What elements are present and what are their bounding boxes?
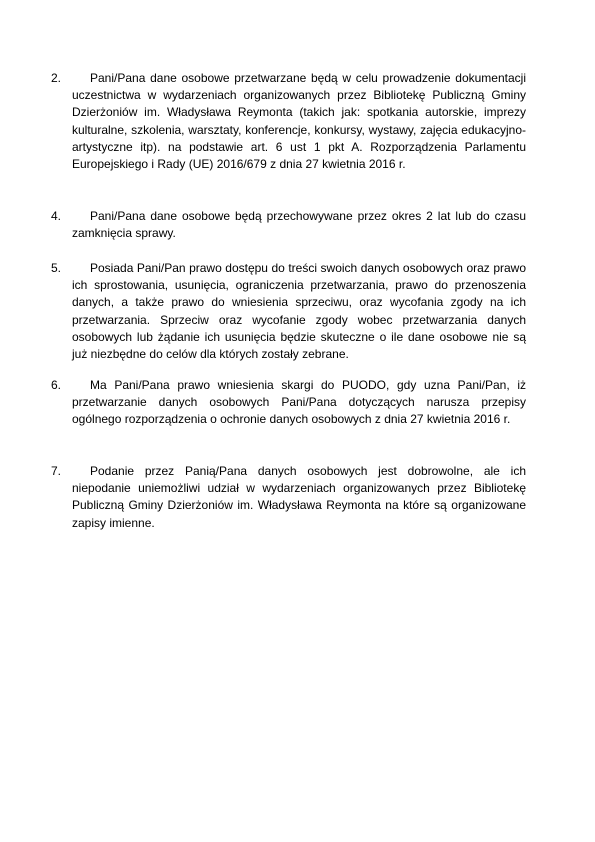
list-item-text: Pani/Pana dane osobowe będą przechowywane przez okres 2 lat lub do czasu zamknięcia sprawy. xyxy=(72,209,526,241)
list-item-number: 2. xyxy=(51,71,62,85)
list-item-text: Ma Pani/Pana prawo wniesienia skargi do PUODO, gdy uzna Pani/Pan, iż przetwarzanie danych osobowych Pani/Pana dotyczących narusza przepisy ogólnego rozporządzenia o ochronie danych osobowych z dnia 27 kwietnia 2016 r. xyxy=(72,378,526,427)
list-item-number: 7. xyxy=(51,464,62,478)
list-item-text: Podanie przez Panią/Pana danych osobowych jest dobrowolne, ale ich niepodanie uniemożliwi udział w wydarzeniach organizowanych przez Bibliotekę Publiczną Gminy Dzierżoniów im. Władysława Reymonta na które są organizowane zapisy imienne. xyxy=(72,464,526,530)
list-item-text: Pani/Pana dane osobowe przetwarzane będą w celu prowadzenie dokumentacji uczestnictwa w wydarzeniach organizowanych przez Bibliotekę Publiczną Gminy Dzierżoniów im. Władysława Reymonta (takich jak: spotkania autorskie, imprezy kulturalne, szkolenia, warsztaty, konferencje, konkursy, wystawy, zajęcia edukacyjno-artystyczne itp). na podstawie art. 6 ust 1 pkt A. Rozporządzenia Parlamentu Europejskiego i Rady (UE) 2016/679 z dnia 27 kwietnia 2016 r. xyxy=(72,71,526,172)
list-item-text: Posiada Pani/Pan prawo dostępu do treści swoich danych osobowych oraz prawo ich sprostowania, usunięcia, ograniczenia przetwarzania, prawo do przenoszenia danych, a także prawo do wniesienia sprzeciwu, oraz wycofania zgody na ich przetwarzania. Sprzeciw oraz wycofanie zgody wobec przetwarzania danych osobowych lub żądanie ich usunięcia będzie skuteczne o ile dane osobowe nie są już niezbędne do celów dla których zostały zebrane. xyxy=(72,261,526,362)
list-item-number: 5. xyxy=(51,261,62,275)
list-item-number: 4. xyxy=(51,209,62,223)
list-item-number: 6. xyxy=(51,378,62,392)
